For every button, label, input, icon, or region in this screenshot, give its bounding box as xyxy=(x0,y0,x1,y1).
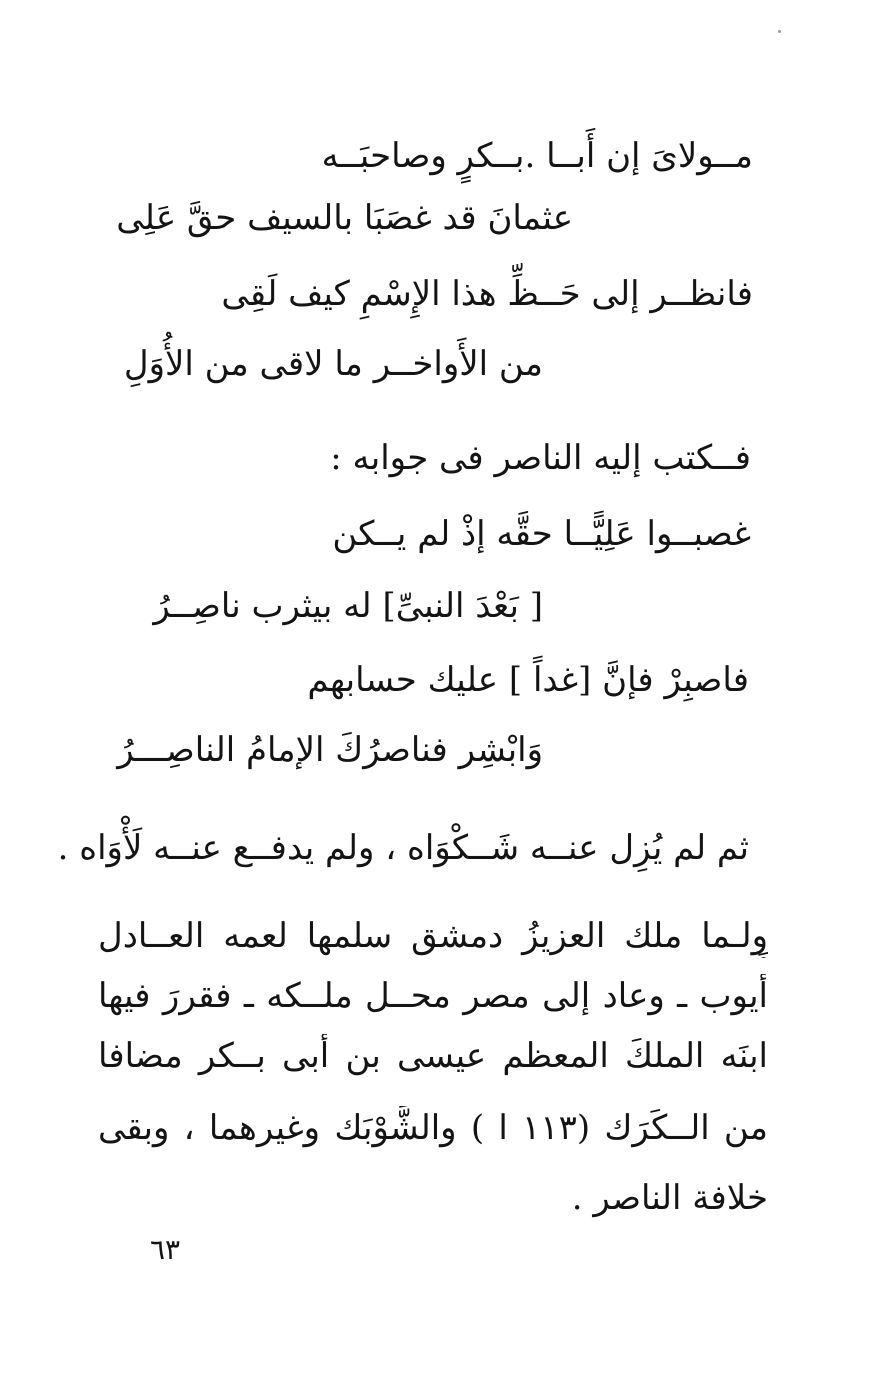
after-poem-sentence: ثم لم يُزِل عنــه شَــكْوَاه ، ولم يدفــع عنــه لَأْوَاه . xyxy=(57,828,749,868)
poem1-line2: عثمانَ قد غصَبَا بالسيف حقَّ عَلِى xyxy=(116,198,573,238)
paragraph-line3: ابنَه الملكَ المعظم عيسى بن أَبى بــكر مضافا xyxy=(98,1036,768,1076)
paragraph-line1: ولـما ملك العزيزُ دمشق سلمها لعمه العــادل xyxy=(98,916,768,956)
poem1-line1: مــولاىَ إن أَبــا .بــكرٍ وصاحبَــه xyxy=(321,136,753,176)
paragraph-line2: أيوب ـ وعاد إلى مصر محــل ملــكه ـ فقررَ فيها xyxy=(98,976,768,1016)
poem2-line1: غصبــوا عَلِيًّــا حقَّه إذْ لم يــكن xyxy=(332,514,751,554)
paragraph-line5: خلافة الناصر . xyxy=(571,1178,768,1218)
poem2-line3: فاصبِرْ فإنَّ [غداً ] عليك حسابهم xyxy=(307,660,749,700)
paragraph-line4: من الــكَرَك (١١٣ ا ) والشَّوْبَك وغيرهما ، وبقى xyxy=(98,1108,768,1148)
poem2-line2: [ بَعْدَ النبىِّ] له بيثرب ناصِــرُ xyxy=(153,586,543,626)
paper-speck xyxy=(778,30,781,33)
poem2-line4: وَابْشِر فناصرُكَ الإمامُ الناصِـــرُ xyxy=(117,730,543,770)
page-number: ٦٣ xyxy=(150,1233,181,1266)
reply-intro: فــكتب إليه الناصر فى جوابه : xyxy=(330,438,751,478)
poem1-line3: فانظــر إلى حَــظِّ هذا الإِسْمِ كيف لَقِى xyxy=(221,274,753,314)
poem1-line4: من الأَواخــر ما لاقى من الأُوَلِ xyxy=(123,344,543,384)
